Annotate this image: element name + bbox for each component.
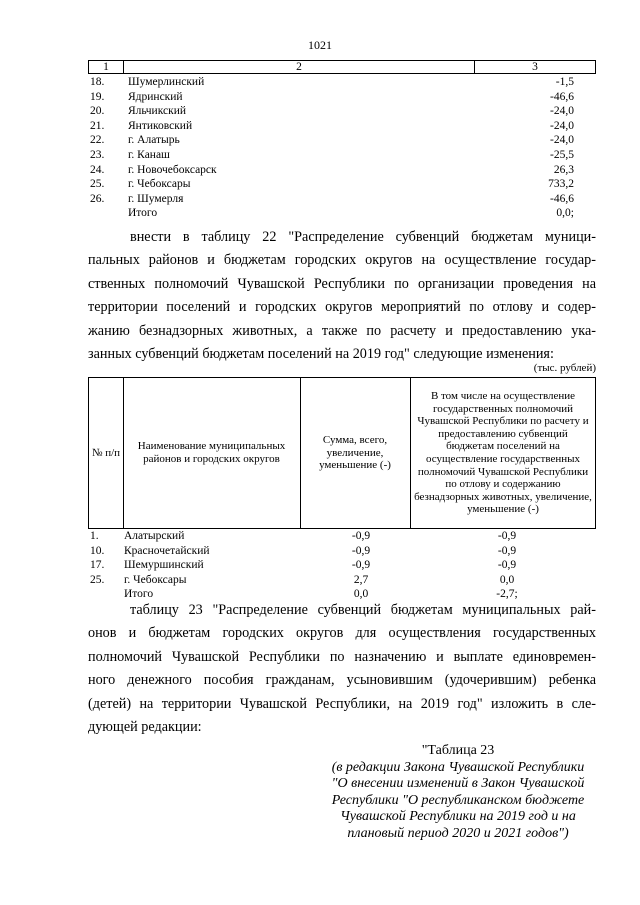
row-value: -46,6 bbox=[550, 90, 574, 103]
paragraph-line: территории поселений и городских округов мероприятий по отлову и содер- bbox=[88, 299, 596, 316]
row-sum: 0,0 bbox=[353, 588, 369, 601]
table-header-row bbox=[89, 61, 596, 74]
table-row bbox=[88, 163, 596, 178]
note-line: Республики "О республиканском бюджете bbox=[331, 792, 585, 808]
table-row bbox=[88, 75, 596, 90]
row-value: -46,6 bbox=[550, 192, 574, 205]
municipality-name: г. Алатырь bbox=[128, 134, 180, 147]
municipality-name: г. Чебоксары bbox=[124, 573, 187, 586]
table-row bbox=[88, 119, 596, 134]
row-incl: -0,9 bbox=[497, 530, 517, 542]
row-sum: 2,7 bbox=[353, 573, 369, 586]
page-number: 1021 bbox=[308, 38, 332, 52]
table-row bbox=[88, 544, 596, 559]
row-incl: 0,0 bbox=[499, 573, 515, 586]
table-row bbox=[88, 90, 596, 105]
column-header: 3 bbox=[475, 61, 596, 74]
table-row bbox=[88, 192, 596, 207]
note-line: плановый период 2020 и 2021 годов") bbox=[347, 825, 569, 841]
row-sum: -0,9 bbox=[351, 559, 371, 572]
table-row bbox=[88, 133, 596, 148]
row-value: -24,0 bbox=[550, 134, 574, 147]
municipality-name: Шемуршинский bbox=[124, 559, 204, 572]
table-row bbox=[88, 177, 596, 192]
municipality-name: Итого bbox=[128, 207, 158, 220]
row-incl: -0,9 bbox=[497, 544, 517, 557]
row-value: -1,5 bbox=[555, 76, 574, 88]
municipality-name: г. Шумерля bbox=[128, 192, 184, 205]
municipality-name: Ядринский bbox=[128, 90, 183, 103]
row-number: 23. bbox=[90, 148, 105, 161]
column-header: 2 bbox=[124, 61, 475, 74]
paragraph-line: полномочий Чувашской Республики по назначению и выплате единовремен- bbox=[88, 648, 596, 665]
table-row bbox=[88, 573, 596, 588]
row-number: 25. bbox=[90, 573, 105, 586]
row-sum: -0,9 bbox=[351, 530, 371, 542]
row-value: -24,0 bbox=[550, 119, 574, 132]
row-value: -24,0 bbox=[550, 105, 574, 118]
column-header-incl: В том числе на осуществление государственных полномочий Чувашской Республики по расчету и предоставлению субвенций бюджетам поселений на осуществление государственных полномочий Чувашской Республики по отлову и содержанию безнадзорных животных, увеличение, уменьшение (-) bbox=[414, 390, 592, 516]
paragraph-amendment-table22 bbox=[88, 226, 596, 366]
municipality-name: Янтиковский bbox=[128, 119, 193, 132]
table-continuation bbox=[88, 60, 596, 74]
row-value: -25,5 bbox=[550, 148, 574, 161]
paragraph-line: онов и бюджетам городских округов для осуществления государственных bbox=[88, 625, 596, 642]
municipality-name: Шумерлинский bbox=[128, 76, 205, 88]
municipality-name: Алатырский bbox=[124, 530, 185, 542]
row-number: 10. bbox=[90, 544, 105, 557]
row-number: 18. bbox=[90, 76, 105, 88]
row-number: 22. bbox=[90, 134, 105, 147]
note-line: "О внесении изменений в Закон Чувашской bbox=[331, 776, 585, 792]
municipality-name: г. Канаш bbox=[128, 148, 170, 161]
note-line: (в редакции Закона Чувашской Республики bbox=[331, 759, 585, 775]
table-row bbox=[88, 558, 596, 573]
column-header: 1 bbox=[89, 61, 124, 74]
table-row bbox=[88, 104, 596, 119]
table22-header bbox=[88, 377, 596, 529]
table-row bbox=[88, 148, 596, 163]
table23-heading-block bbox=[318, 743, 598, 843]
column-header-sum: Сумма, всего, увеличение, уменьшение (-) bbox=[300, 378, 411, 528]
table-body bbox=[88, 75, 596, 221]
row-number: 24. bbox=[90, 163, 105, 176]
row-number: 26. bbox=[90, 192, 105, 205]
paragraph-line: дующей редакции: bbox=[88, 719, 202, 736]
paragraph-line: занных субвенций бюджетам поселений на 2019 год" следующие изменения: bbox=[88, 346, 554, 363]
municipality-name: Яльчикский bbox=[128, 105, 187, 118]
paragraph-line: таблицу 23 "Распределение субвенций бюджетам муниципальных рай- bbox=[130, 602, 596, 618]
municipality-name: г. Чебоксары bbox=[128, 178, 191, 191]
row-number: 21. bbox=[90, 119, 105, 132]
paragraph-line: пальных районов и бюджетам городских округов на осуществление государ- bbox=[88, 252, 596, 269]
paragraph-line: (детей) на территории Чувашской Республики, на 2019 год" изложить в сле- bbox=[88, 695, 596, 712]
row-value: 26,3 bbox=[553, 163, 574, 176]
row-number: 19. bbox=[90, 90, 105, 103]
table-row bbox=[88, 206, 596, 221]
row-incl: -2,7; bbox=[496, 588, 518, 601]
paragraph-line: ного денежного пособия гражданам, усыновившим (удочерившим) ребенка bbox=[88, 672, 596, 689]
table-row bbox=[88, 529, 596, 544]
row-number bbox=[88, 206, 126, 221]
row-number: 25. bbox=[90, 178, 105, 191]
table23-title: "Таблица 23 bbox=[421, 743, 495, 758]
paragraph-line: жанию безнадзорных животных, а также по расчету и предоставлению ука- bbox=[88, 322, 596, 339]
row-number: 1. bbox=[90, 530, 99, 542]
column-header-name: Наименование муниципальных районов и городских округов bbox=[123, 378, 301, 528]
row-sum: -0,9 bbox=[351, 544, 371, 557]
paragraph-line: ственных полномочий Чувашской Республики по организации проведения на bbox=[88, 275, 596, 292]
paragraph-line: внести в таблицу 22 "Распределение субвенций бюджетам муници- bbox=[130, 229, 596, 245]
municipality-name: Красночетайский bbox=[124, 544, 210, 557]
column-header-num: № п/п bbox=[89, 378, 124, 528]
table23-edition-note bbox=[318, 760, 598, 843]
note-line: Чувашской Республики на 2019 год и на bbox=[340, 809, 576, 825]
table22-body bbox=[88, 529, 596, 602]
units-label: (тыс. рублей) bbox=[533, 362, 596, 374]
row-number: 17. bbox=[90, 559, 105, 572]
municipality-name: Итого bbox=[124, 588, 154, 601]
row-number: 20. bbox=[90, 105, 105, 118]
municipality-name: г. Новочебоксарск bbox=[128, 163, 217, 176]
paragraph-table23-replacement bbox=[88, 599, 596, 739]
row-value: 0,0; bbox=[556, 207, 574, 220]
row-value: 733,2 bbox=[548, 178, 574, 191]
row-incl: -0,9 bbox=[497, 559, 517, 572]
